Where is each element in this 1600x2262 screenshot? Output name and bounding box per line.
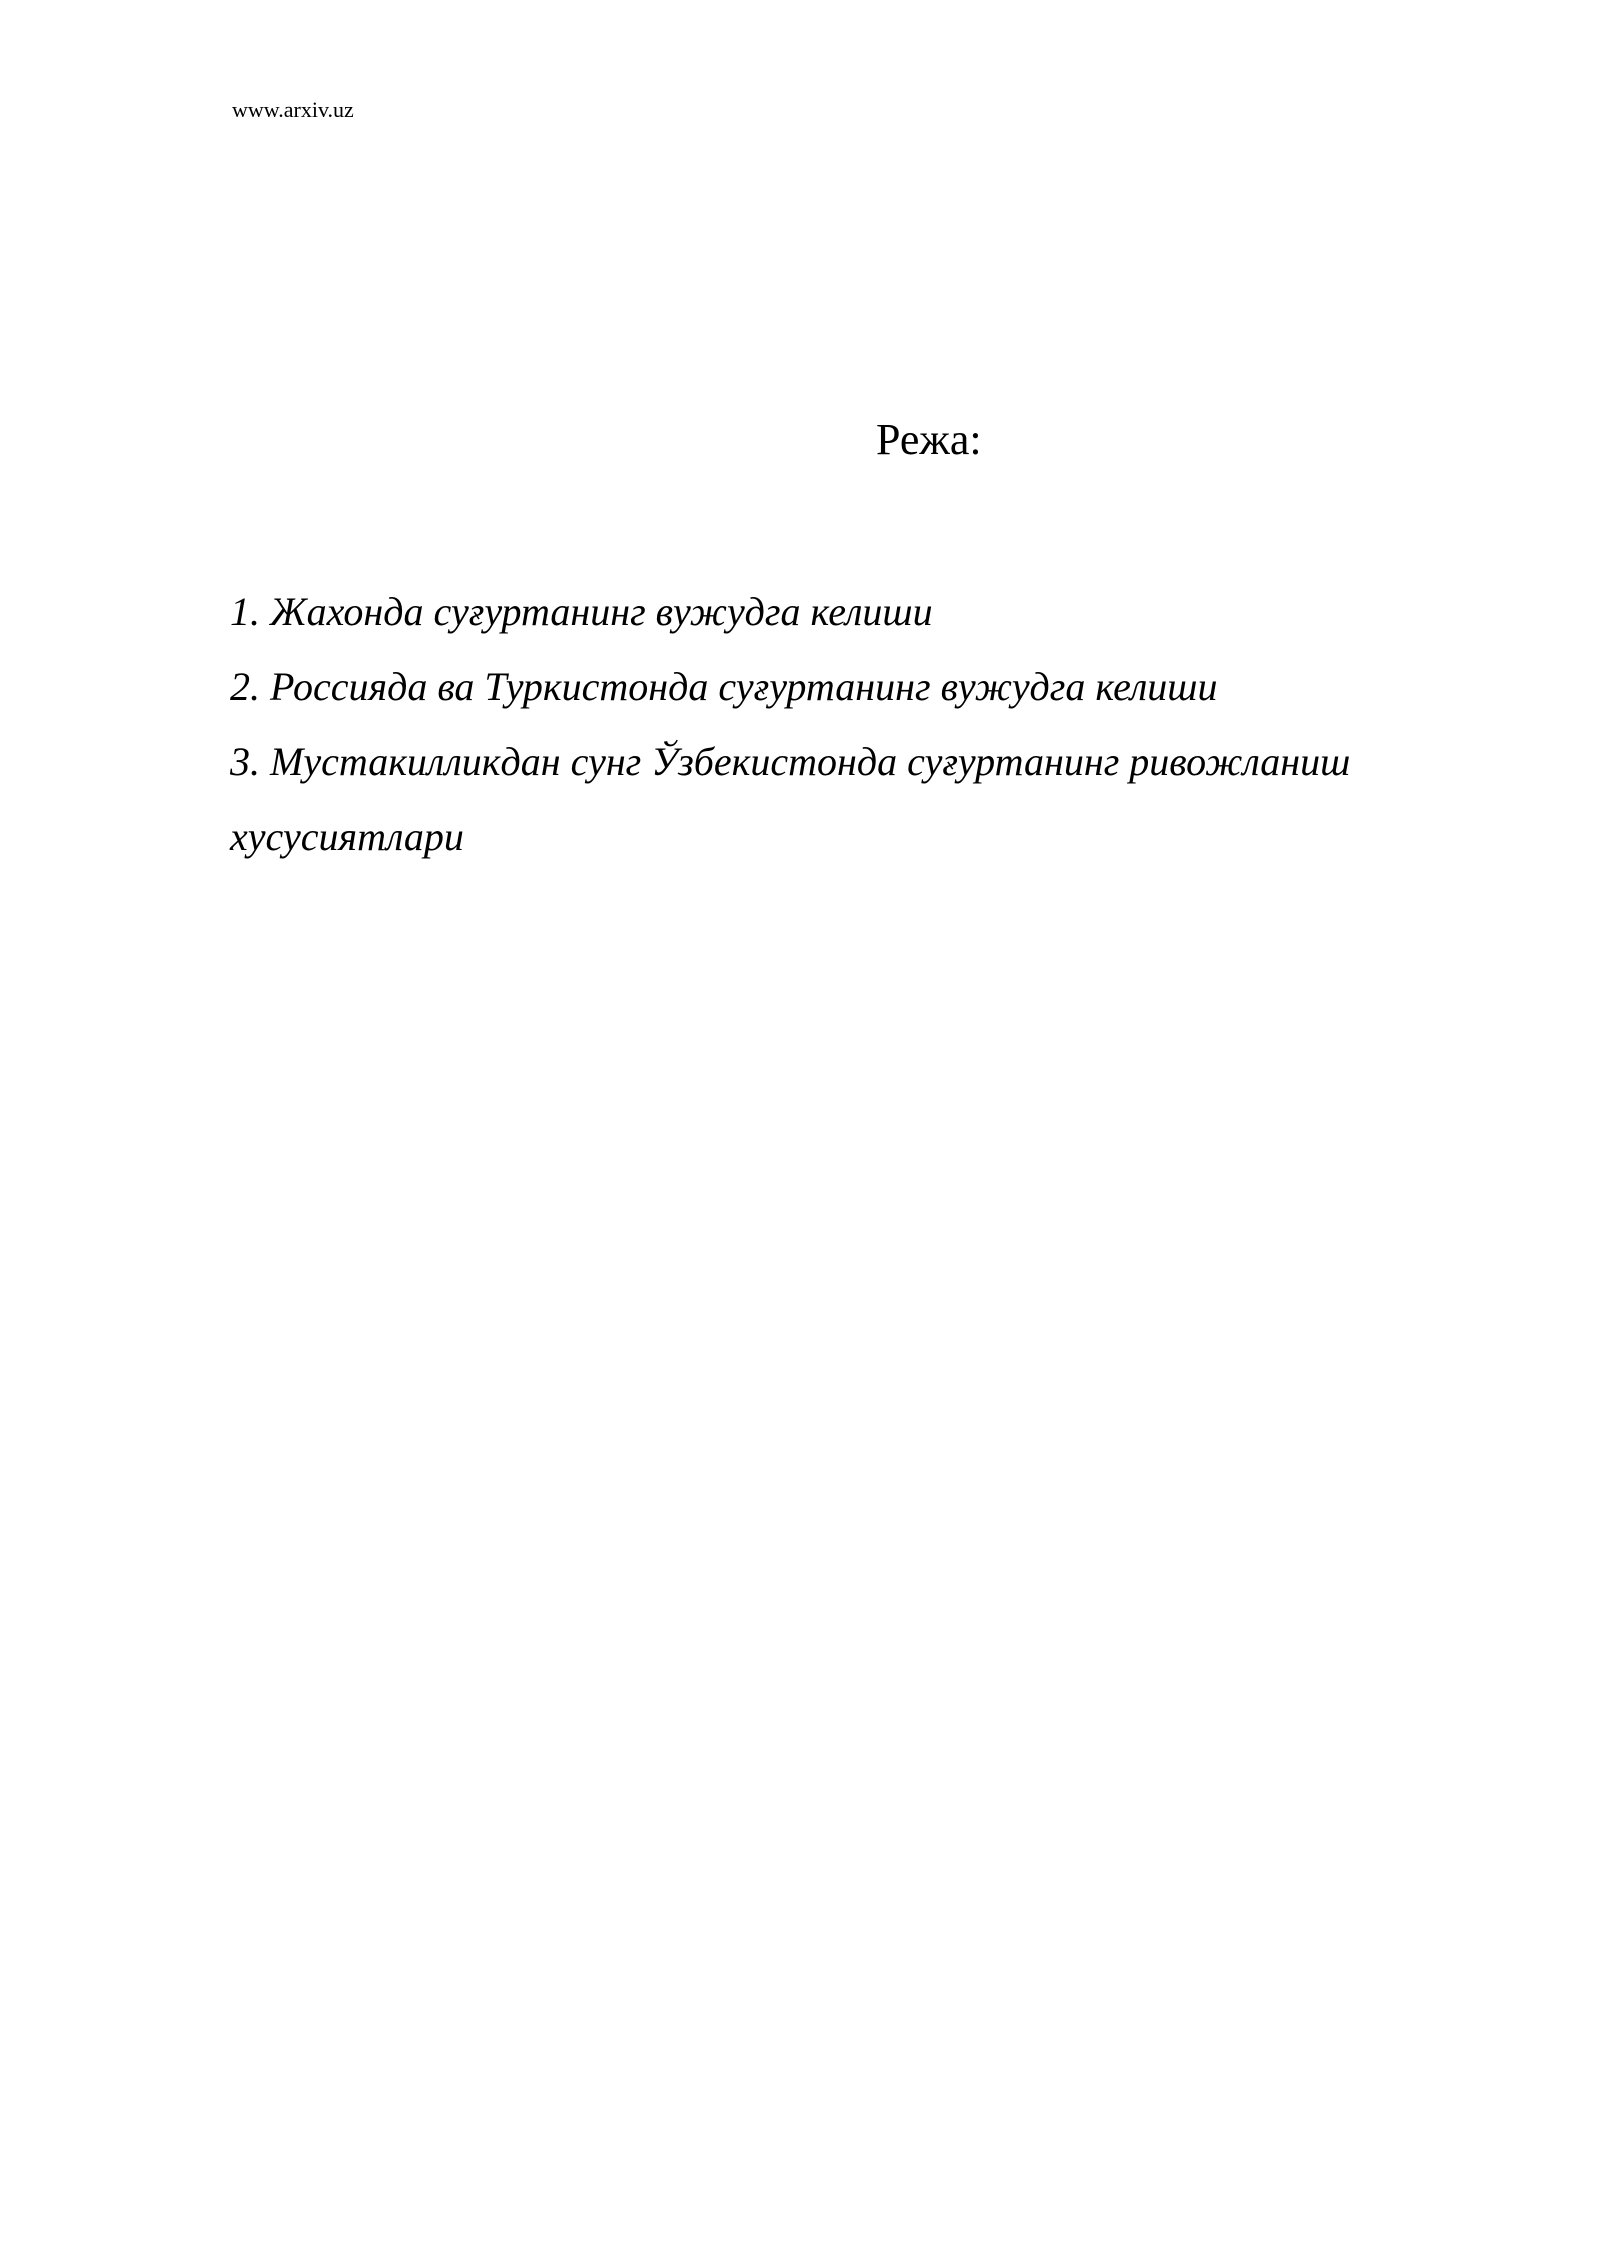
plan-item-2: 2. Россияда ва Туркистонда суғуртанинг вужудга келиши	[230, 664, 1218, 709]
plan-title: Режа:	[876, 415, 982, 464]
plan-item-3: 3. Мустакилликдан сунг Ўзбекистонда суғуртанинг ривожланиш хусусиятлари	[230, 739, 1351, 859]
plan-item-1: 1. Жахонда суғуртанинг вужудга келиши	[230, 589, 933, 634]
plan-list	[230, 574, 1490, 874]
site-url-header: www.arxiv.uz	[232, 97, 354, 122]
